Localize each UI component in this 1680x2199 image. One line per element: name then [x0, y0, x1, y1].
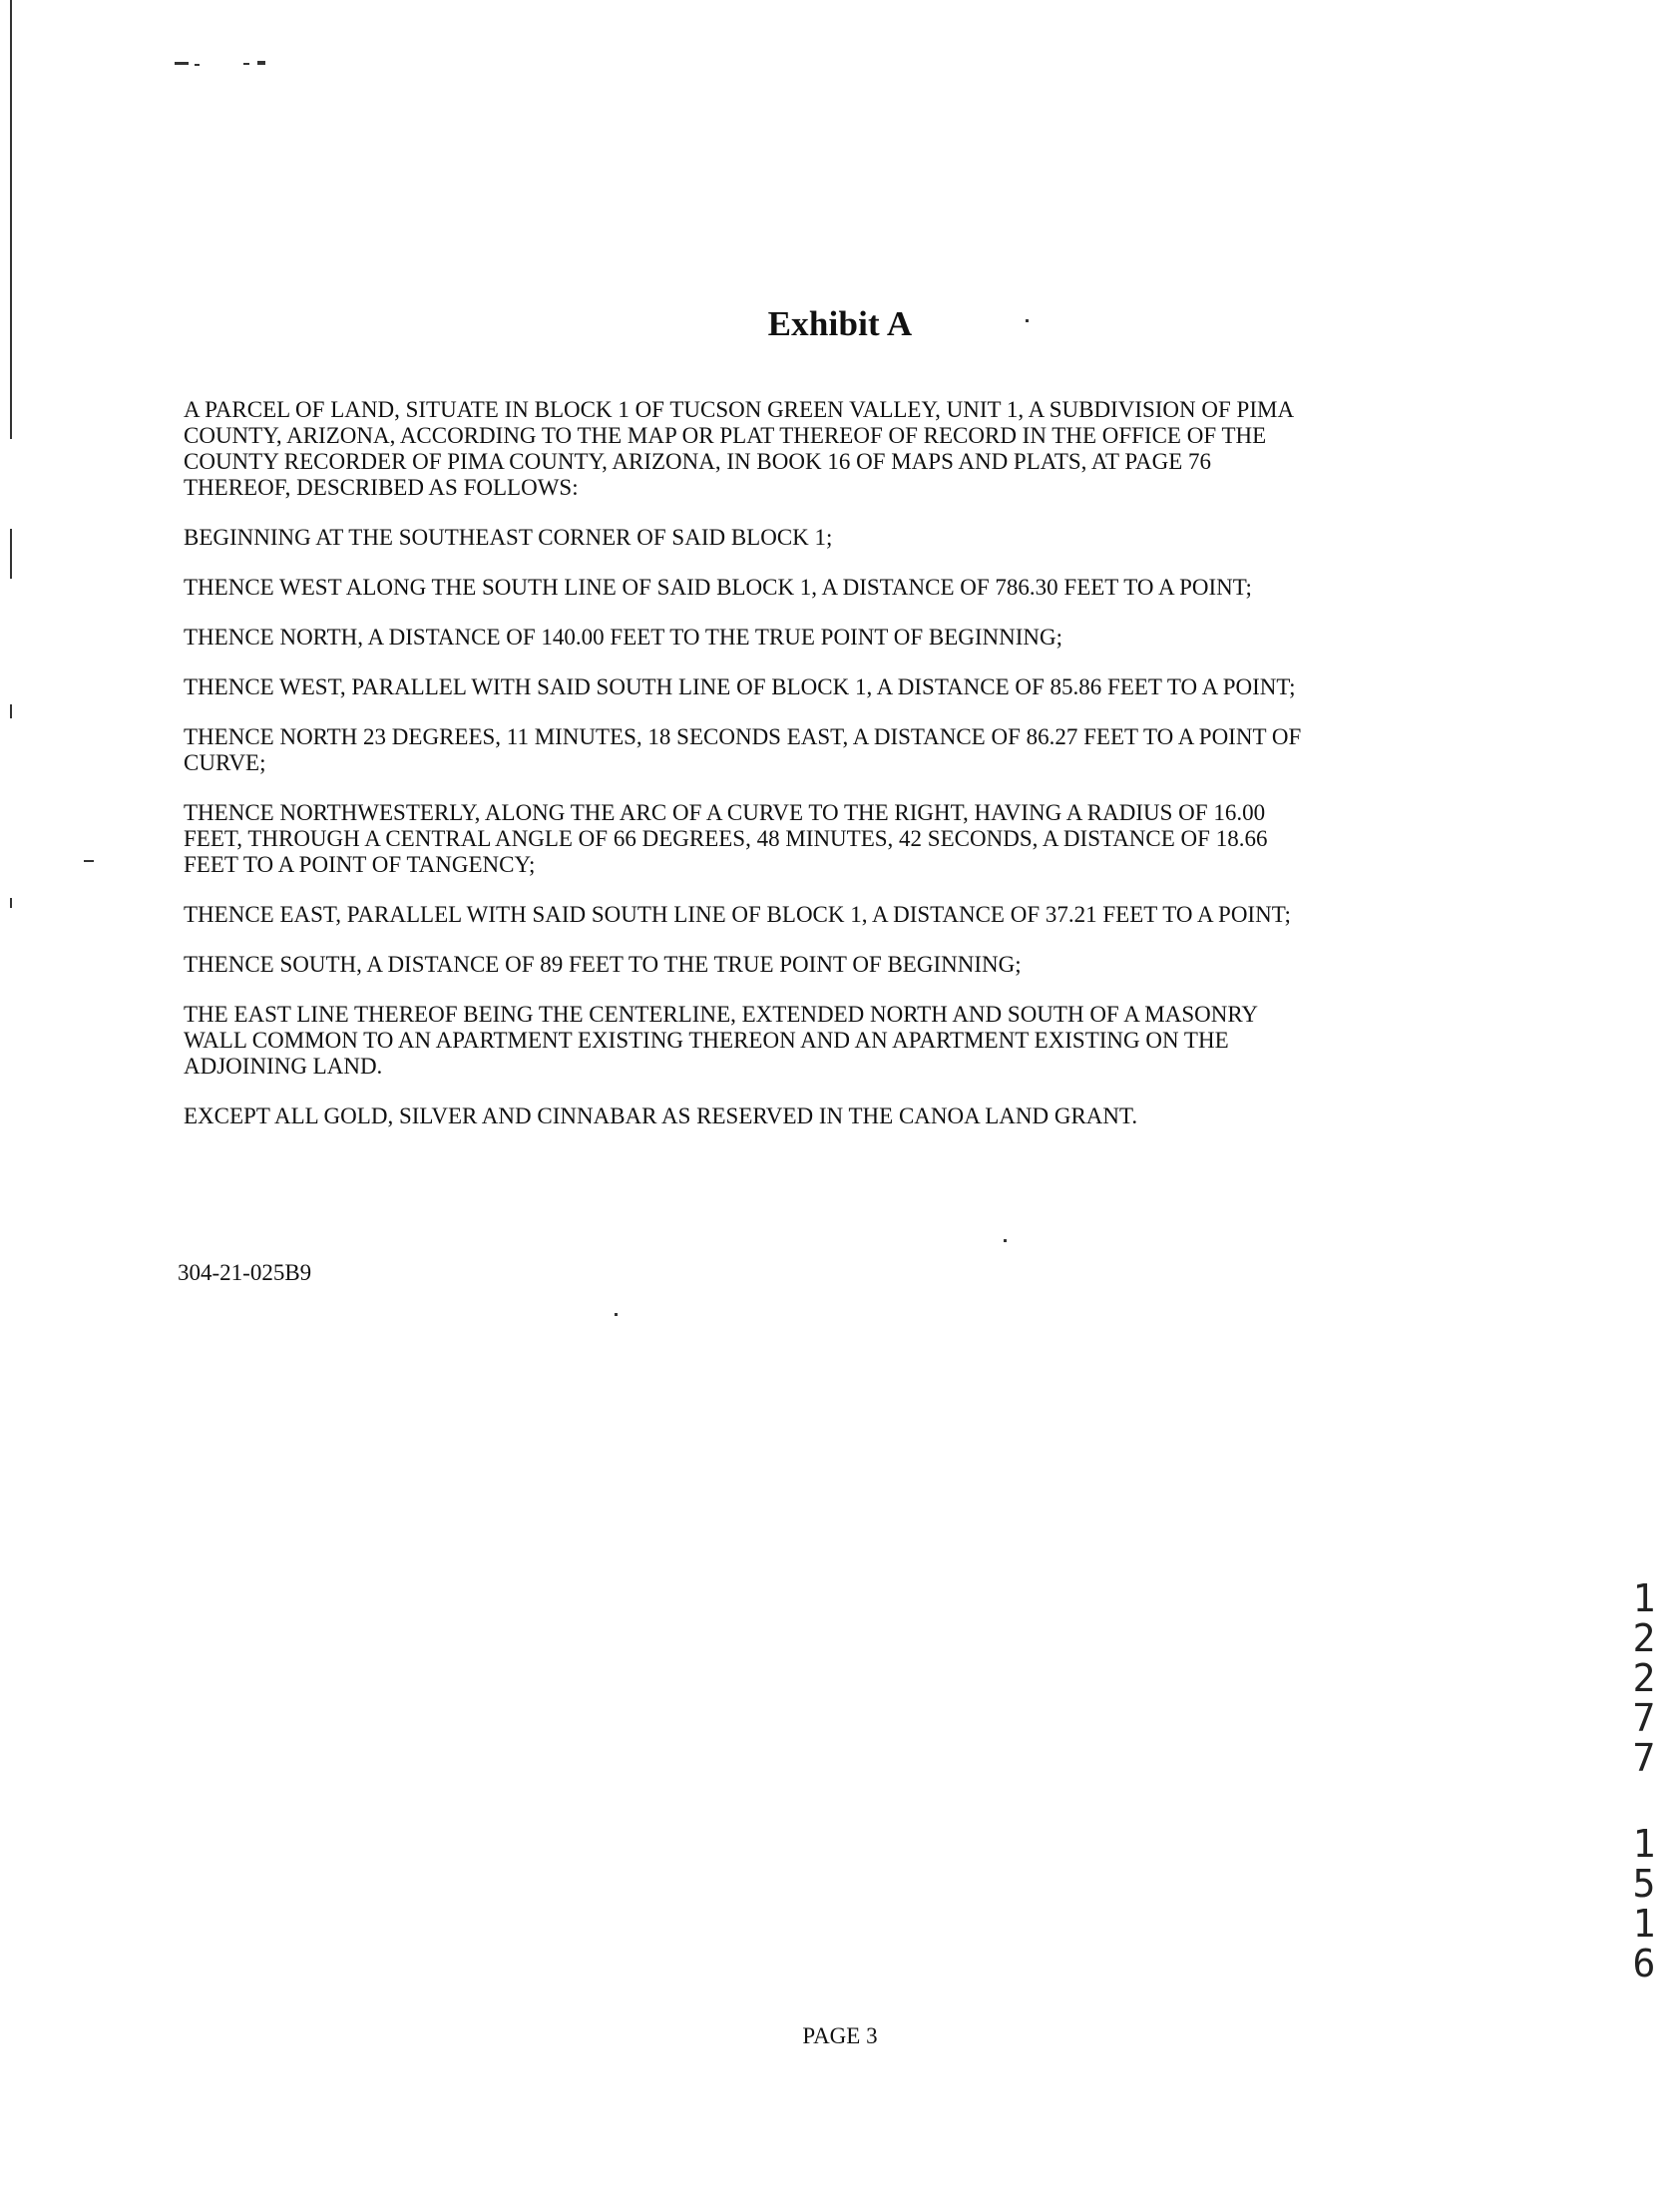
paragraph: THENCE WEST ALONG THE SOUTH LINE OF SAID BLOCK 1, A DISTANCE OF 786.30 FEET TO A POINT;: [184, 575, 1252, 600]
page-number: PAGE 3: [802, 2023, 878, 2048]
scan-speck: [243, 63, 249, 65]
scan-edge-tick: [10, 529, 12, 579]
paragraph: THENCE NORTHWESTERLY, ALONG THE ARC OF A CURVE TO THE RIGHT, HAVING A RADIUS OF 16.00 FEET, THROUGH A CENTRAL ANGLE OF 66 DEGREES, 48 MINUTES, 42 SECONDS, A DISTANCE OF 18.66 FEET TO A POINT OF TANGENCY;: [184, 800, 1268, 877]
stamp-digit: 1: [1632, 1822, 1656, 1866]
scan-edge-tick: [84, 860, 94, 862]
scan-speck: [257, 61, 265, 65]
stamp-digit: 6: [1632, 1942, 1656, 1985]
stamp-digit: 2: [1632, 1616, 1656, 1660]
stamp-digit: 2: [1632, 1656, 1656, 1700]
paragraph: THE EAST LINE THEREOF BEING THE CENTERLINE, EXTENDED NORTH AND SOUTH OF A MASONRY WALL COMMON TO AN APARTMENT EXISTING THEREON AND AN APARTMENT EXISTING ON THE ADJOINING LAND.: [184, 1002, 1259, 1079]
stamp-digit: 5: [1632, 1862, 1656, 1906]
paragraph: BEGINNING AT THE SOUTHEAST CORNER OF SAID BLOCK 1;: [184, 525, 833, 550]
scan-edge-tick: [10, 704, 12, 718]
document-title: Exhibit A: [767, 304, 913, 343]
stamp-digit: 1: [1632, 1576, 1656, 1620]
scan-edge-tick: [10, 898, 12, 908]
stamp-digit: 1: [1632, 1902, 1656, 1946]
paragraph: THENCE NORTH 23 DEGREES, 11 MINUTES, 18 SECONDS EAST, A DISTANCE OF 86.27 FEET TO A POINT OF CURVE;: [184, 724, 1302, 775]
paragraph: THENCE SOUTH, A DISTANCE OF 89 FEET TO THE TRUE POINT OF BEGINNING;: [184, 952, 1022, 977]
legal-description: [184, 397, 1500, 1153]
paragraph: A PARCEL OF LAND, SITUATE IN BLOCK 1 OF TUCSON GREEN VALLEY, UNIT 1, A SUBDIVISION OF PIMA COUNTY, ARIZONA, ACCORDING TO THE MAP OR PLAT THEREOF OF RECORD IN THE OFFICE OF THE COUNTY RECORDER OF PIMA COUNTY, ARIZONA, IN BOOK 16 OF MAPS AND PLATS, AT PAGE 76 THEREOF, DESCRIBED AS FOLLOWS:: [184, 397, 1295, 500]
stamp-digit: 7: [1632, 1736, 1656, 1780]
paragraph: THENCE WEST, PARALLEL WITH SAID SOUTH LINE OF BLOCK 1, A DISTANCE OF 85.86 FEET TO A POINT;: [184, 674, 1296, 699]
paragraph: THENCE EAST, PARALLEL WITH SAID SOUTH LINE OF BLOCK 1, A DISTANCE OF 37.21 FEET TO A POINT;: [184, 902, 1291, 927]
scan-speck: [195, 64, 200, 66]
scan-speck: [175, 62, 189, 65]
stamp-gap: [1624, 1778, 1664, 1824]
stamp-digit: 7: [1632, 1696, 1656, 1740]
scan-edge-line: [10, 0, 12, 439]
paragraph: THENCE NORTH, A DISTANCE OF 140.00 FEET TO THE TRUE POINT OF BEGINNING;: [184, 625, 1063, 650]
scan-speck: [1004, 1239, 1007, 1242]
scan-speck: [615, 1313, 618, 1316]
recording-stamp: [1624, 1578, 1664, 1983]
paragraph: EXCEPT ALL GOLD, SILVER AND CINNABAR AS RESERVED IN THE CANOA LAND GRANT.: [184, 1103, 1138, 1128]
parcel-number: 304-21-025B9: [178, 1260, 312, 1285]
